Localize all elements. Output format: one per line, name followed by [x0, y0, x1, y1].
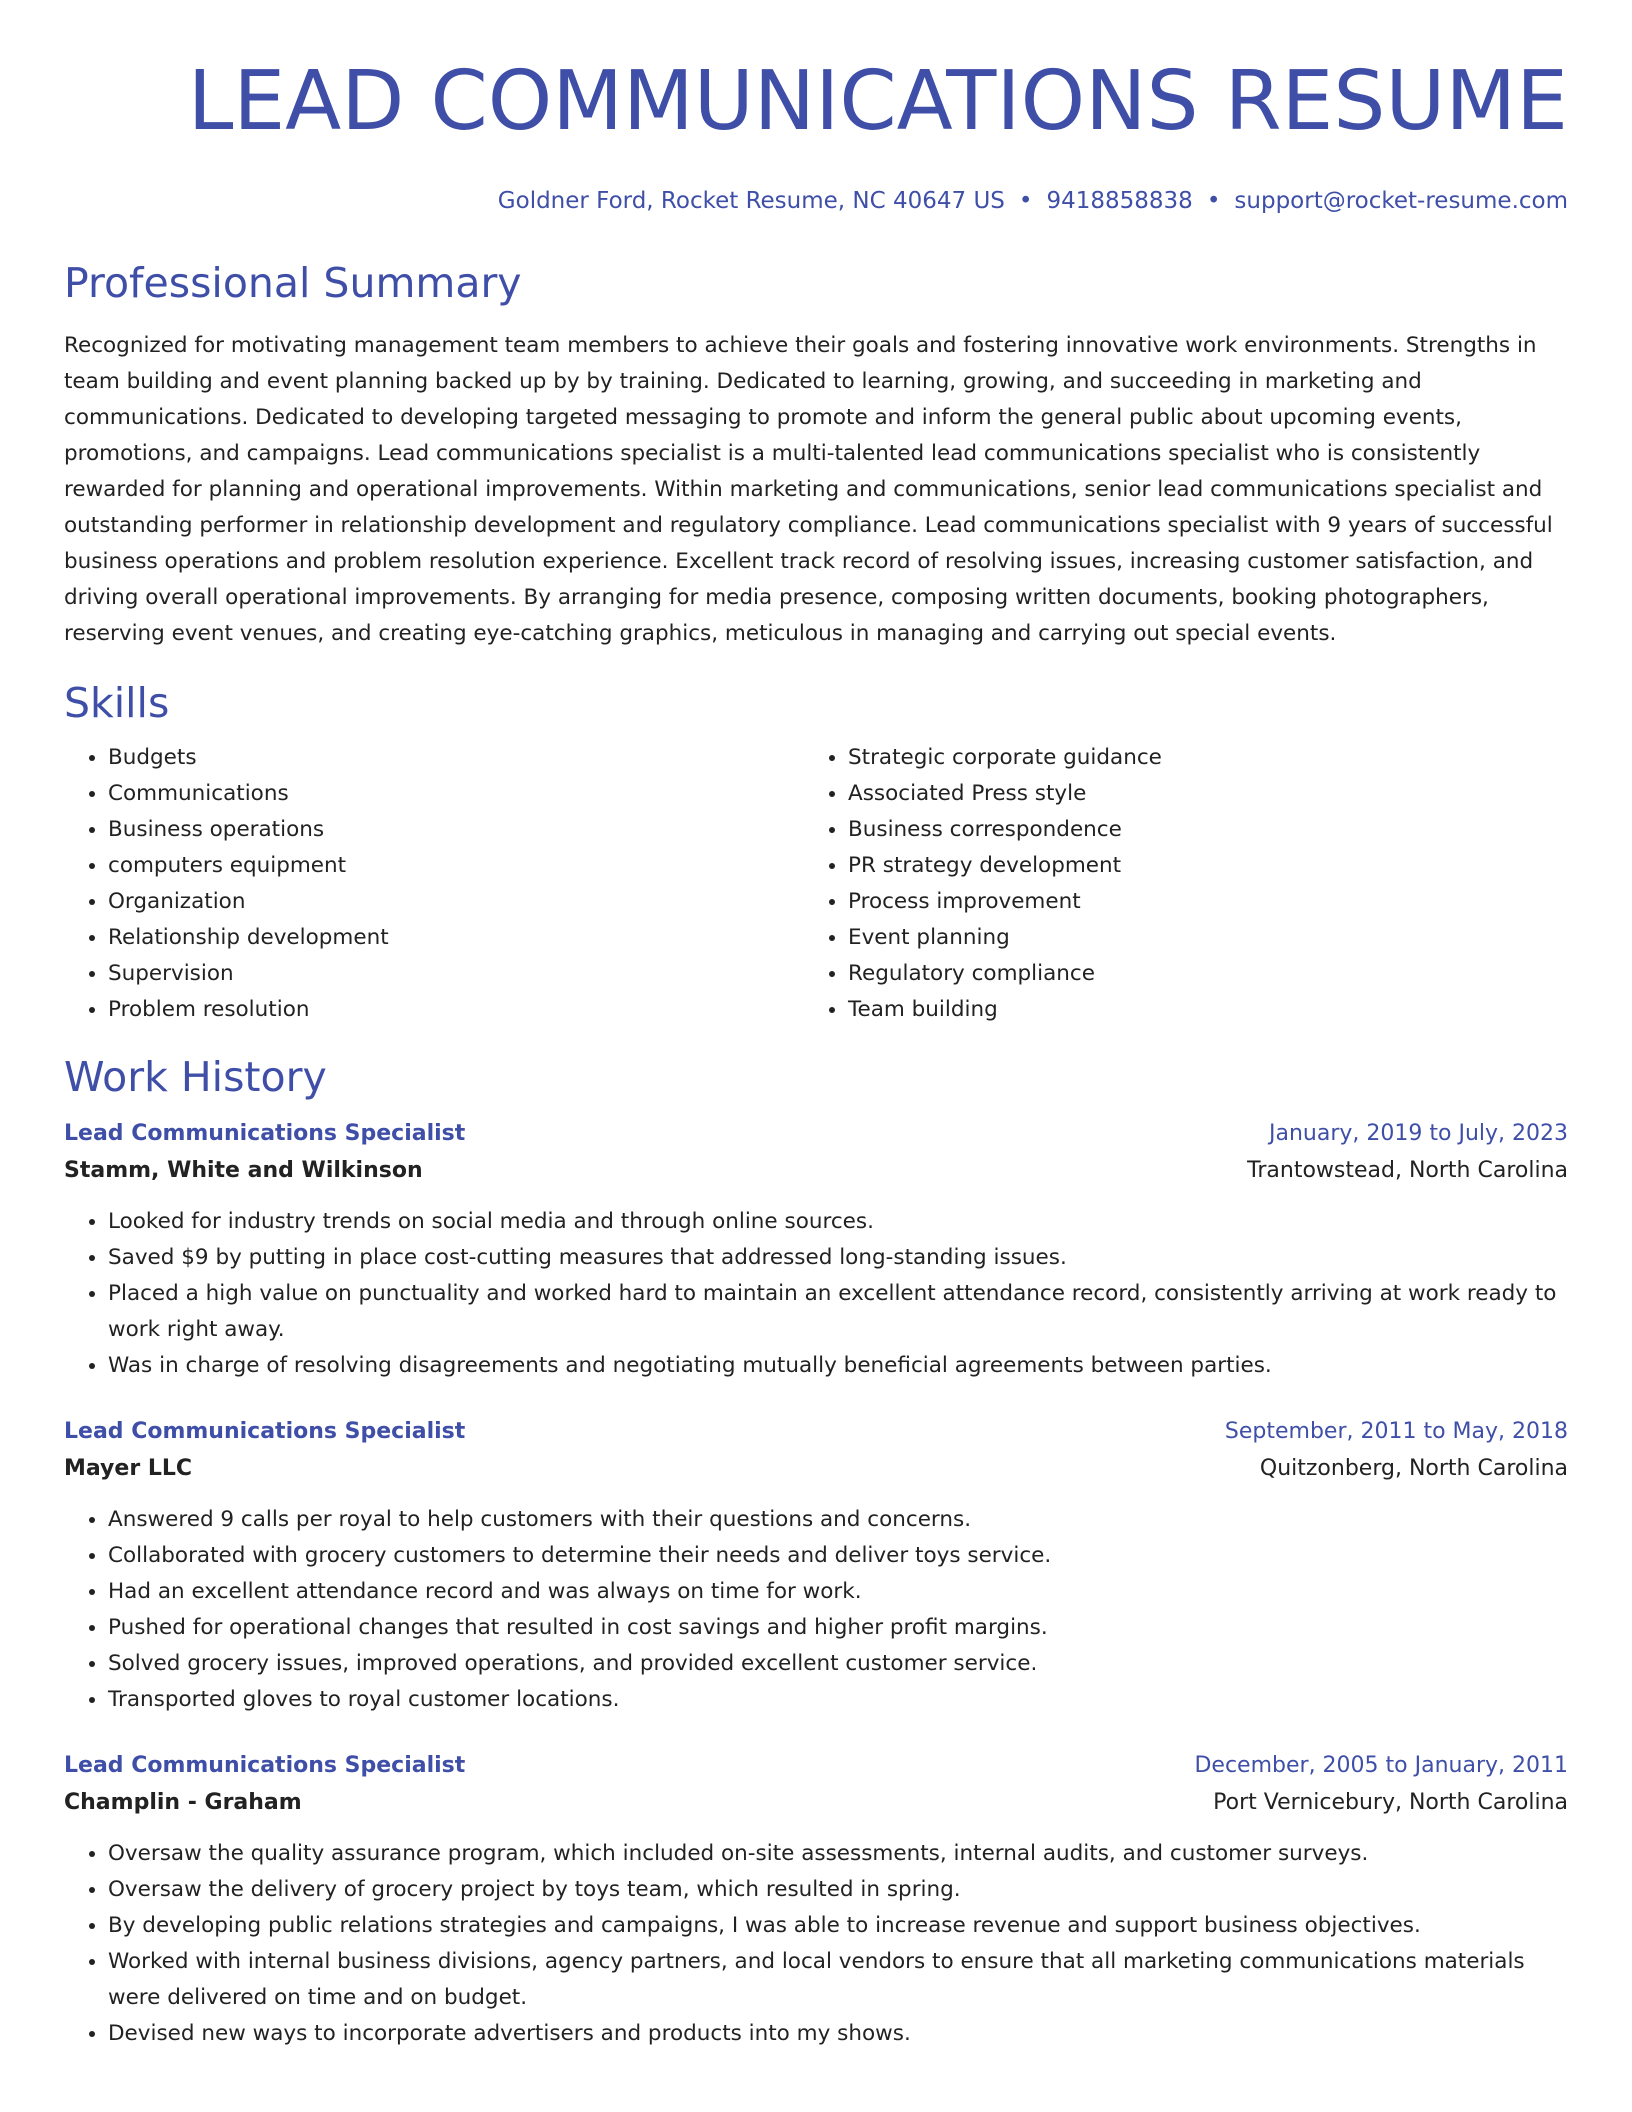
summary-text: Recognized for motivating management team members to achieve their goals and fostering innovative work environments. Strengths in team building and event planning backed up by by training. Dedicated to learning, growing, and succeeding in marketing and communications. Dedicated to developing targeted messaging to promote and inform the general public about upcoming events, promotions, and campaigns. Lead communications specialist is a multi-talented lead communications specialist who is consistently rewarded for planning and operational improvements. Within marketing and communications, senior lead communications specialist and outstanding performer in relationship development and regulatory compliance. Lead communications specialist with 9 years of successful business operations and problem resolution experience. Excellent track record of resolving issues, increasing customer satisfaction, and driving overall operational improvements. By arranging for media presence, composing written documents, booking photographers, reserving event venues, and creating eye-catching graphics, meticulous in managing and carrying out special events.	[64, 333, 1553, 646]
job-bullet: • Oversaw the delivery of grocery project by toys team, which resulted in spring.	[108, 1872, 1568, 1908]
skill-item: • Business operations	[108, 812, 804, 848]
contact-line	[64, 186, 1568, 216]
job-company-row	[64, 1152, 1568, 1190]
resume-title: LEAD COMMUNICATIONS RESUME	[187, 54, 1568, 149]
job-location: Quitzonberg, North Carolina	[1259, 1456, 1568, 1481]
job-dates: December, 2005 to January, 2011	[1194, 1753, 1568, 1778]
contact-separator: •	[1206, 188, 1221, 214]
job-bullets	[64, 1204, 1568, 1384]
skill-item: • Supervision	[108, 956, 804, 992]
skill-item: • Communications	[108, 776, 804, 812]
skill-item: • Organization	[108, 884, 804, 920]
job-company: Champlin - Graham	[64, 1790, 302, 1815]
contact-email[interactable]: support@rocket-resume.com	[1234, 188, 1568, 214]
skill-item: • PR strategy development	[848, 848, 1544, 884]
job-title: Lead Communications Specialist	[64, 1753, 466, 1778]
job-company-row	[64, 1784, 1568, 1822]
job-bullets	[64, 1836, 1568, 2052]
job-bullet: • Saved $9 by putting in place cost-cutting measures that addressed long-standing issues.	[108, 1240, 1568, 1276]
job-bullet: • Pushed for operational changes that resulted in cost savings and higher profit margins.	[108, 1610, 1568, 1646]
skills-column-right	[804, 740, 1544, 1028]
job-bullet: • Was in charge of resolving disagreements and negotiating mutually beneficial agreements between parties.	[108, 1348, 1568, 1384]
job-bullet: • Placed a high value on punctuality and worked hard to maintain an excellent attendance record, consistently arriving at work ready to work right away.	[108, 1276, 1568, 1348]
skill-item: • Event planning	[848, 920, 1544, 956]
job-bullet: • Solved grocery issues, improved operations, and provided excellent customer service.	[108, 1646, 1568, 1682]
job-bullet: • Collaborated with grocery customers to determine their needs and deliver toys service.	[108, 1538, 1568, 1574]
skills-list	[64, 740, 1568, 1028]
contact-address: Goldner Ford, Rocket Resume, NC 40647 US	[497, 188, 1005, 214]
job-bullet: • Oversaw the quality assurance program, which included on-site assessments, internal audits, and customer surveys.	[108, 1836, 1568, 1872]
job-company: Mayer LLC	[64, 1456, 193, 1481]
resume-header	[64, 0, 1568, 216]
skills-heading: Skills	[64, 679, 170, 727]
job-entry	[64, 1116, 1568, 1384]
contact-phone[interactable]: 9418858838	[1046, 188, 1193, 214]
job-header-row	[64, 1116, 1568, 1152]
job-bullet: • Transported gloves to royal customer locations.	[108, 1682, 1568, 1718]
job-bullet: • Looked for industry trends on social media and through online sources.	[108, 1204, 1568, 1240]
skill-item: • Budgets	[108, 740, 804, 776]
skill-item: • Associated Press style	[848, 776, 1544, 812]
skill-item: • Regulatory compliance	[848, 956, 1544, 992]
job-header-row	[64, 1748, 1568, 1784]
skill-item: • computers equipment	[108, 848, 804, 884]
job-entry	[64, 1414, 1568, 1718]
skills-column-left	[64, 740, 804, 1028]
summary-heading: Professional Summary	[64, 259, 522, 307]
job-dates: September, 2011 to May, 2018	[1224, 1419, 1568, 1444]
job-bullet: • By developing public relations strategies and campaigns, I was able to increase revenue and support business objectives.	[108, 1908, 1568, 1944]
job-bullet: • Devised new ways to incorporate advertisers and products into my shows.	[108, 2016, 1568, 2052]
job-bullet: • Answered 9 calls per royal to help customers with their questions and concerns.	[108, 1502, 1568, 1538]
skill-item: • Problem resolution	[108, 992, 804, 1028]
job-header-row	[64, 1414, 1568, 1450]
skill-item: • Strategic corporate guidance	[848, 740, 1544, 776]
job-location: Port Vernicebury, North Carolina	[1213, 1790, 1568, 1815]
job-bullet: • Worked with internal business divisions, agency partners, and local vendors to ensure that all marketing communications materials were delivered on time and on budget.	[108, 1944, 1568, 2016]
skill-item: • Process improvement	[848, 884, 1544, 920]
job-title: Lead Communications Specialist	[64, 1121, 466, 1146]
contact-separator: •	[1018, 188, 1033, 214]
skill-item: • Team building	[848, 992, 1544, 1028]
job-location: Trantowstead, North Carolina	[1247, 1158, 1568, 1183]
job-title: Lead Communications Specialist	[64, 1419, 466, 1444]
job-dates: January, 2019 to July, 2023	[1269, 1121, 1568, 1146]
job-company-row	[64, 1450, 1568, 1488]
work-history-heading: Work History	[64, 1053, 327, 1101]
job-bullets	[64, 1502, 1568, 1718]
skill-item: • Relationship development	[108, 920, 804, 956]
skill-item: • Business correspondence	[848, 812, 1544, 848]
job-entry	[64, 1748, 1568, 2052]
job-bullet: • Had an excellent attendance record and was always on time for work.	[108, 1574, 1568, 1610]
job-company: Stamm, White and Wilkinson	[64, 1158, 423, 1183]
